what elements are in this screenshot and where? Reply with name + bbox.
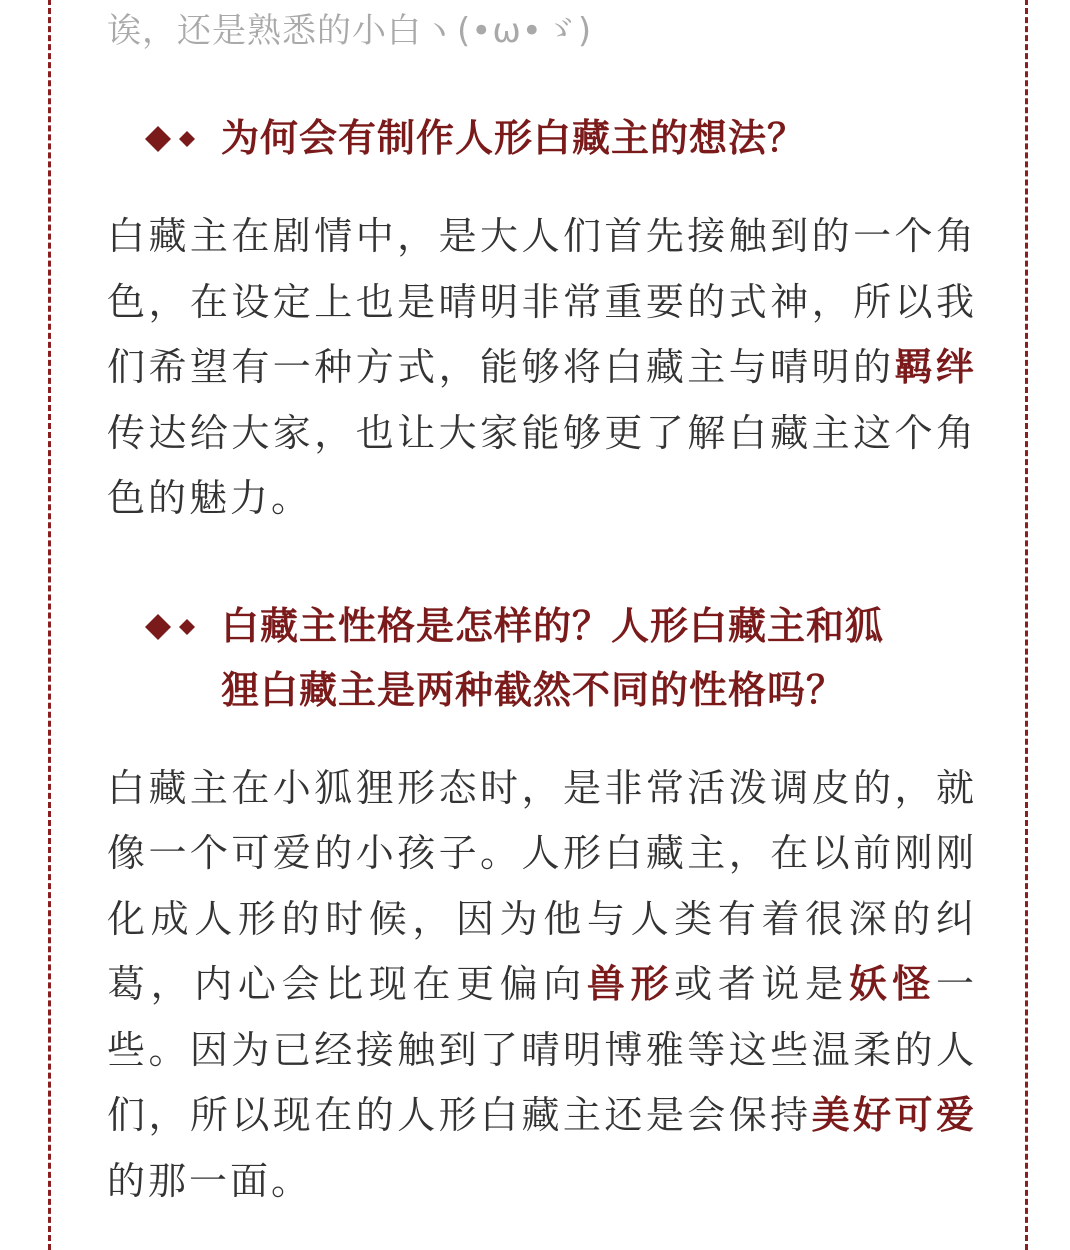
section-heading-1 — [107, 106, 977, 170]
paragraph-text: 或者说是 — [674, 962, 849, 1006]
emphasis-text: 兽形 — [586, 962, 675, 1006]
emphasis-text: 羁绊 — [894, 345, 977, 389]
heading-line: 白藏主性格是怎样的？人形白藏主和狐 — [221, 603, 885, 648]
section-heading-2 — [107, 594, 977, 722]
emphasis-text: 美好可爱 — [811, 1093, 977, 1137]
heading-line: 狸白藏主是两种截然不同的性格吗？ — [221, 667, 846, 712]
section-paragraph-2 — [107, 756, 977, 1215]
intro-line: 诶，还是熟悉的小白ヽ(•ω•ゞ) — [107, 11, 593, 51]
double-diamond-icon — [145, 126, 205, 152]
paragraph-text: 一些。因为已经接触到了晴明博雅等这些温柔的人们，所以现在的人形白藏主还是会保持 — [107, 962, 977, 1137]
paragraph-text: 白藏主在小狐狸形态时，是非常活泼调皮的，就像一个可爱的小孩子。人形白藏主，在以前刚刚化成人形的时候，因为他与人类有着很深的纠葛，内心会比现在更偏向 — [107, 765, 977, 1006]
section-paragraph-1 — [107, 204, 977, 532]
paragraph-text: 白藏主在剧情中，是大人们首先接触到的一个角色，在设定上也是晴明非常重要的式神，所以我们希望有一种方式，能够将白藏主与晴明的 — [107, 214, 977, 389]
paragraph-text: 传达给大家，也让大家能够更了解白藏主这个角色的魅力。 — [107, 410, 977, 520]
paragraph-text: 的那一面。 — [107, 1158, 313, 1203]
article-body — [107, 0, 977, 1214]
heading-line: 为何会有制作人形白藏主的想法？ — [221, 116, 807, 160]
double-diamond-icon — [145, 614, 205, 640]
emphasis-text: 妖怪 — [848, 962, 936, 1006]
